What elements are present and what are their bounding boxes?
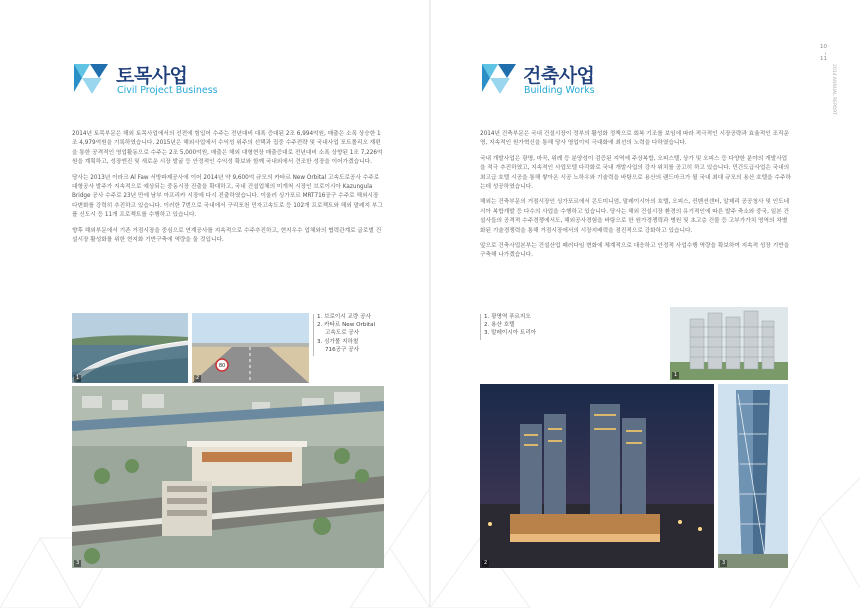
photo-metro-station <box>72 386 384 568</box>
section-subtitle: Building Works <box>524 85 595 96</box>
photo-number: 3 <box>722 560 726 566</box>
paragraph: 2014년 토목부문은 해외 토목사업에서의 선전에 힘입어 수주는 전년대비 대폭 증대된 2조 6,994억원, 매출은 소폭 상승한 1조 4,979억원을 기록하였습니다. 2015년은 해외사업에서 수익성 위주의 선택과 집중 수주전략 및 국내사업 포트폴리오 재편을 통한 공격적인 영업활동으로 수주는 2조 5,000억원, 매출은 해외 대형현장 매출증대로 전년대비 소폭 상향된 1조 7,226억원을 계획하고, 성장엔진 및 새로운 시장 발굴 등 안정적인 수익성 확보와 함께 국내외에서 견조한 성장을 이어가겠습니다. <box>72 131 383 166</box>
photo-number: 1 <box>76 375 80 381</box>
caption-item: 2. 용산 호텔 <box>484 322 515 329</box>
photo-apartment-towers <box>670 307 788 380</box>
body-text <box>480 130 792 267</box>
paragraph: 2014년 건축부문은 국내 건설시장이 정부의 활성화 정책으로 회복 기조를 보임에 따라 적극적인 시장공략과 효율적인 조직운영, 지속적인 원가혁신을 통해 당사 영업이익 극대화에 최선의 노력을 다하였습니다. <box>480 131 789 147</box>
svg-text:80: 80 <box>218 363 226 369</box>
section-title: 건축사업 <box>523 65 595 87</box>
page-gutter <box>429 0 431 608</box>
photo-hotel-night <box>480 384 714 568</box>
caption-item: 1. 브로이시 교량 공사 <box>317 314 371 320</box>
photo-highway <box>192 313 309 383</box>
paragraph: 국내 개발사업은 광명, 마곡, 위례 등 분양성이 검증된 지역에 주상복합, 오피스텔, 상가 및 오피스 등 다양한 분야의 개발사업을 적극 추진하였고, 지속적인 사업모델 다각화로 국내 개발사업의 강자 위치를 공고히 하고 있습니다. 민간도급사업은 국내의 최고급 호텔 시공을 통해 쌓아온 시공 노하우와 기술력을 바탕으로 용산의 랜드마크가 될 국내 최대 규모의 용산 호텔을 수주하는데 성공하였습니다. <box>480 155 791 191</box>
section-title: 토목사업 <box>116 65 188 87</box>
k-triangle-logo-icon <box>72 60 112 96</box>
photo-captions <box>317 313 375 354</box>
caption-item: 고속도로 공사 <box>325 330 360 337</box>
caption-divider <box>313 314 314 356</box>
caption-item: 3. 싱가폴 지하철 <box>317 338 359 345</box>
photo-captions <box>484 313 536 338</box>
photo-skyscraper <box>718 384 788 568</box>
page-number-divider <box>825 52 826 55</box>
caption-item: 2. 카타르 New Orbital <box>317 322 376 329</box>
paragraph: 당사는 2013년 이라크 Al Faw 서방파제공사에 이어 2014년 약 9,600억 규모의 카타르 New Orbital 고속도로공사 수주로 대형공사 발주가 지속적으로 예상되는 중동시장 진출을 확대하고, 국내 건설업체의 미개척 시장인 브로이시아 Kazungula Bridge 공사 수주로 23년 만에 남부 아프리카 시장에 다시 진출하였습니다. 이울러 싱가포르 MRT716공구 수주로 해외시장 다변화를 강력히 추진하고 있습니다. 이러한 7번으로 국내에서 구리포천 민자고속도로 등 102개 프로젝트와 해외 말레지 부그플 신도시 등 11개 프로젝트를 수행하고 있습니다. <box>72 174 383 219</box>
photo-number: 2 <box>196 375 200 381</box>
caption-item: 3. 말레이시아 트리아 <box>484 330 537 337</box>
photo-number: 1 <box>674 372 678 378</box>
k-triangle-logo-icon <box>480 60 520 96</box>
page-number-left: 10 <box>820 44 827 50</box>
paragraph: 향후 해외부문에서 기존 거점시장을 중심으로 연계공사를 지속적으로 수주추진하고, 현지우수 업체와의 협력관계로 글로벌 건설시장 활성화를 위한 현지화 기반구축에 역량을 둘 것입니다. <box>72 227 382 244</box>
photo-number: 2 <box>484 560 488 566</box>
photo-number: 3 <box>76 560 80 566</box>
report-side-label: 2014 ANNUAL REPORT <box>831 64 836 115</box>
photo-bridge <box>72 313 188 383</box>
paragraph: 앞으로 건축사업본부는 건설산업 패러다임 변화에 체계적으로 대응하고 안정적 사업수행 역량을 확보하여 지속적 성장 기반을 구축해 나가겠습니다. <box>480 243 790 259</box>
caption-divider <box>480 314 481 340</box>
section-subtitle: Civil Project Business <box>117 85 218 96</box>
paragraph: 해외는 건축부문의 거점시장인 싱가포르에서 콘도미니엄, 말레이시아의 호텔, 오피스, 컨벤션센터, 알제리 공공청사 및 인도네시아 복합개발 등 다수의 사업을 수행하고 있습니다. 당사는 해외 건설시장 환경의 유기적인에 따른 발주 축소와 중국, 일본 건설사들의 공격적 수주경쟁에서도, 해외공사경험을 바탕으로 한 원가경쟁력과 병원 및 초고층 건물 등 고부가가치 영역의 차별화된 기술경쟁력을 통해 거점시장에서의 시장지배력을 점진적으로 강화하고 있습니다. <box>480 199 790 234</box>
page-number-right: 11 <box>820 56 827 62</box>
caption-item: 1. 광명역 푸르지오 <box>484 314 531 320</box>
caption-item: 716공구 공사 <box>325 346 360 353</box>
body-text <box>72 130 384 251</box>
